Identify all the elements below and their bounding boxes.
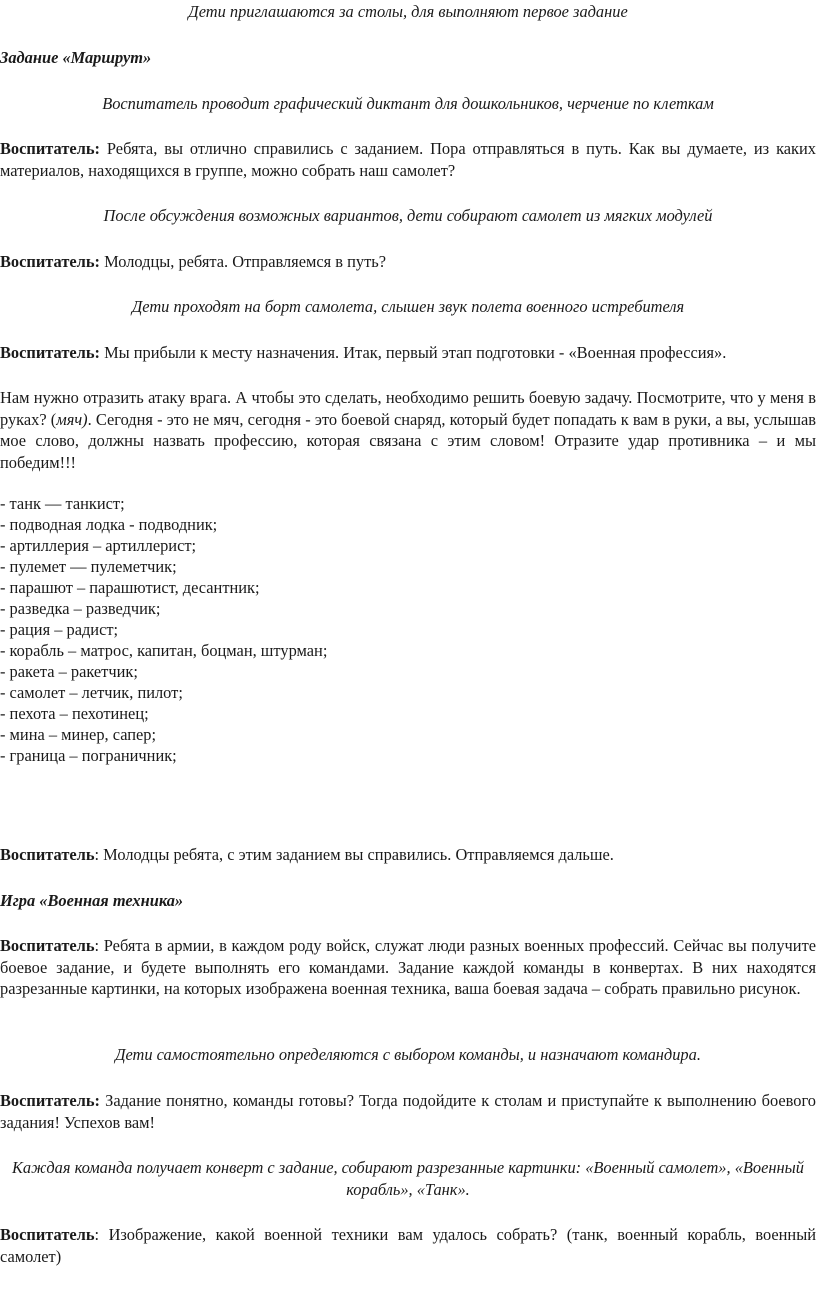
- teacher-line-question: Воспитатель: Изображение, какой военной техники вам удалось собрать? (танк, военный корабль, военный самолет): [0, 1225, 816, 1266]
- stage-direction-dictation: Воспитатель проводит графический диктант для дошкольников, черчение по клеткам: [102, 94, 714, 113]
- teacher-line-well-done: Воспитатель: Молодцы ребята, с этим заданием вы справились. Отправляемся дальше.: [0, 845, 614, 864]
- speaker-label: Воспитатель: [0, 139, 95, 158]
- list-item: - артиллерия – артиллерист;: [0, 536, 197, 555]
- teacher-line-combat-task: Воспитатель: Ребята в армии, в каждом роду войск, служат люди разных военных профессий. Сейчас вы получите боевое задание, и будете выполнять его командами. Задание каждой команды в конвертах. В них находятся разрезанные картинки, на которых изображена военная техника, ваша боевая задача – собрать правильно рисунок.: [0, 936, 816, 998]
- speaker-label: Воспитатель: [0, 343, 95, 362]
- speaker-label: Воспитатель: [0, 1225, 95, 1244]
- speaker-label: Воспитатель: [0, 1091, 95, 1110]
- stage-direction-envelopes: Каждая команда получает конверт с задание, собирают разрезанные картинки: «Военный самолет», «Военный корабль», «Танк».: [12, 1158, 804, 1199]
- ball-game-instructions: Нам нужно отразить атаку врага. А чтобы это сделать, необходимо решить боевую задачу. Посмотрите, что у меня в руках? (мяч). Сегодня - это не мяч, сегодня - это боевой снаряд, который будет попадать к вам в руки, а вы, услышав мое слово, должны назвать профессию, которая связана с этим словом! Отразите удар противника – и мы победим!!!: [0, 388, 816, 472]
- list-item: - разведка – разведчик;: [0, 599, 161, 618]
- list-item: - мина – минер, сапер;: [0, 725, 157, 744]
- teacher-line-materials: Воспитатель: Ребята, вы отлично справились с заданием. Пора отправляться в путь. Как вы думаете, из каких материалов, находящихся в группе, можно собрать наш самолет?: [0, 139, 816, 180]
- teacher-line-teams-ready: Воспитатель: Задание понятно, команды готовы? Тогда подойдите к столам и приступайте к выполнению боевого задания! Успехов вам!: [0, 1091, 816, 1132]
- list-item: - граница – пограничник;: [0, 746, 177, 765]
- list-item: - корабль – матрос, капитан, боцман, штурман;: [0, 641, 328, 660]
- stage-direction-teams: Дети самостоятельно определяются с выбором команды, и назначают командира.: [115, 1045, 701, 1064]
- stage-direction-tables: Дети приглашаются за столы, для выполняют первое задание: [188, 2, 628, 21]
- list-item: - ракета – ракетчик;: [0, 662, 138, 681]
- list-item: - пехота – пехотинец;: [0, 704, 149, 723]
- speaker-label: Воспитатель: [0, 845, 95, 864]
- task-heading-route: Задание «Маршрут»: [0, 48, 152, 67]
- speaker-label: Воспитатель: [0, 252, 95, 271]
- list-item: - подводная лодка - подводник;: [0, 515, 218, 534]
- list-item: - самолет – летчик, пилот;: [0, 683, 183, 702]
- list-item: - парашют – парашютист, десантник;: [0, 578, 260, 597]
- profession-list: [0, 493, 816, 766]
- teacher-line-departure: Воспитатель: Молодцы, ребята. Отправляемся в путь?: [0, 252, 386, 271]
- stage-direction-boarding: Дети проходят на борт самолета, слышен звук полета военного истребителя: [131, 297, 685, 316]
- speaker-label: Воспитатель: [0, 936, 95, 955]
- list-item: - пулемет — пулеметчик;: [0, 557, 177, 576]
- teacher-line-arrival: Воспитатель: Мы прибыли к месту назначения. Итак, первый этап подготовки - «Военная профессия».: [0, 343, 727, 362]
- list-item: - рация – радист;: [0, 620, 119, 639]
- game-heading-military-equipment: Игра «Военная техника»: [0, 891, 184, 910]
- stage-direction-modules: После обсуждения возможных вариантов, дети собирают самолет из мягких модулей: [103, 206, 713, 225]
- list-item: - танк — танкист;: [0, 494, 125, 513]
